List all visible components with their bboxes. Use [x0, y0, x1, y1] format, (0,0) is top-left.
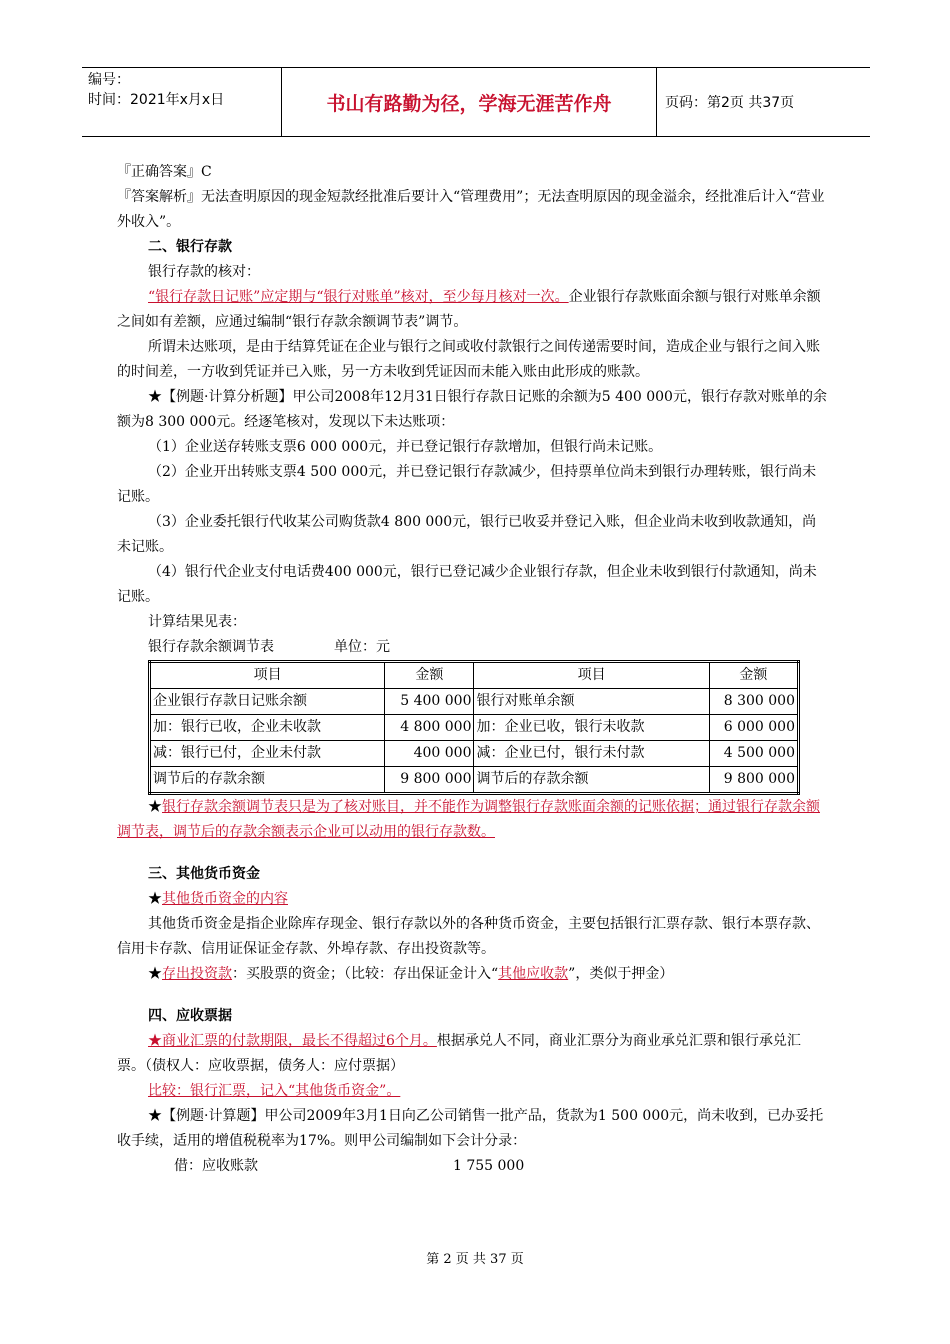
page-footer: 第 2 页 共 37 页 [426, 1252, 524, 1267]
example-1-item-2: （2）企业开出转账支票4 500 000元，并已登记银行存款减少，但持票单位尚未到银行办理转账，银行尚未记账。 [117, 464, 817, 505]
paragraph-text: 根据承兑人不同，商业汇票分为商业承兑汇票和银行承兑汇票。（债权人：应收票据，债务人：应付票据） [117, 1033, 801, 1074]
highlight-investment: 存出投资款 [162, 966, 232, 982]
table-cell: 调节后的存款余额 [150, 767, 385, 794]
correct-answer: 『正确答案』C [117, 164, 212, 180]
section-4-title: 四、应收票据 [148, 1008, 232, 1024]
table-cell: 6 000 000 [709, 715, 798, 741]
section-3-link: 其他货币资金的内容 [162, 891, 288, 907]
table-cell: 银行对账单余额 [474, 689, 709, 715]
table-header-cell: 项目 [150, 662, 385, 689]
section-2-title: 二、银行存款 [148, 239, 232, 255]
table-cell: 8 300 000 [709, 689, 798, 715]
example-1-item-4: （4）银行代企业支付电话费400 000元，银行已登记减少企业银行存款，但企业未收到银行付款通知，尚未记账。 [117, 564, 817, 605]
table-unit: 单位：元 [334, 639, 390, 655]
note-highlight: 银行存款余额调节表只是为了核对账目，并不能作为调整银行存款账面余额的记账依据；通过银行存款余额调节表，调节后的存款余额表示企业可以动用的银行存款数。 [117, 799, 820, 840]
table-cell: 减：银行已付，企业未付款 [150, 741, 385, 767]
header-time: 时间：2021年x月x日 [88, 92, 225, 108]
section-2-subtitle: 银行存款的核对： [148, 264, 260, 280]
table-header-cell: 金额 [709, 662, 798, 689]
answer-analysis: 『答案解析』无法查明原因的现金短款经批准后要计入“管理费用”；无法查明原因的现金溢余，经批准后计入“营业外收入”。 [117, 189, 825, 230]
table-cell: 9 800 000 [709, 767, 798, 794]
table-cell: 加：企业已收，银行未收款 [474, 715, 709, 741]
table-cell: 9 800 000 [385, 767, 474, 794]
document-body [117, 160, 827, 1179]
section-3-heading [117, 887, 827, 912]
spacer [117, 987, 827, 1004]
highlight-receivable: 其他应收款 [498, 966, 569, 982]
section-2-paragraph-1 [117, 285, 827, 335]
section-3-paragraph-1: 其他货币资金是指企业除库存现金、银行存款以外的各种货币资金，主要包括银行汇票存款、银行本票存款、信用卡存款、信用证保证金存款、外埠存款、存出投资款等。 [117, 916, 820, 957]
table-cell: 企业银行存款日记账余额 [150, 689, 385, 715]
example-1-intro: ★【例题·计算分析题】甲公司2008年12月31日银行存款日记账的余额为5 400 000元，银行存款对账单的余额为8 300 000元。经逐笔核对，发现以下未达账项： [117, 389, 827, 430]
highlight-term: ★商业汇票的付款期限，最长不得超过6个月。 [148, 1033, 437, 1049]
reconciliation-table [148, 660, 800, 795]
table-cell: 调节后的存款余额 [474, 767, 709, 794]
table-cell: 4 800 000 [385, 715, 474, 741]
table-header-cell: 金额 [385, 662, 474, 689]
header-meta [82, 68, 282, 136]
paragraph-text: ”，类似于押金） [568, 966, 674, 982]
table-header-row [150, 662, 799, 689]
section-4-compare [117, 1079, 827, 1104]
section-3-title: 三、其他货币资金 [148, 866, 260, 882]
table-row [150, 715, 799, 741]
table-cell: 5 400 000 [385, 689, 474, 715]
example-1-item-3: （3）企业委托银行代收某公司购货款4 800 000元，银行已收妥并登记入账，但企业尚未收到收款通知，尚未记账。 [117, 514, 817, 555]
table-row [150, 767, 799, 794]
example-2-intro: ★【例题·计算题】甲公司2009年3月1日向乙公司销售一批产品，货款为1 500 000元，尚未收到，已办妥托收手续，适用的增值税税率为17%。则甲公司编制如下会计分录： [117, 1108, 824, 1149]
paragraph-text: 企业银行存款账面余额与银行对账单余额之间如有差额，应通过编制“银行存款余额调节表”调节。 [117, 289, 821, 330]
entry-label: 借：应收账款 [174, 1158, 258, 1174]
table-cell: 4 500 000 [709, 741, 798, 767]
calc-result-label: 计算结果见表： [148, 614, 246, 630]
reconciliation-note [117, 795, 827, 845]
spacer [117, 845, 827, 862]
header-motto: 书山有路勤为径，学海无涯苦作舟 [282, 68, 657, 136]
section-4-paragraph-1 [117, 1029, 827, 1079]
section-3-paragraph-2 [117, 962, 827, 987]
highlight-compare: 比较：银行汇票，记入“其他货币资金”。 [148, 1083, 401, 1099]
table-title: 银行存款余额调节表 [148, 639, 274, 655]
section-2-paragraph-2: 所谓未达账项，是由于结算凭证在企业与银行之间或收付款银行之间传递需要时间，造成企业与银行之间入账的时间差，一方收到凭证并已入账，另一方未收到凭证因而未能入账由此形成的账款。 [117, 339, 820, 380]
table-cell: 400 000 [385, 741, 474, 767]
example-1-item-1: （1）企业送存转账支票6 000 000元，并已登记银行存款增加，但银行尚未记账。 [148, 439, 663, 455]
page-header [82, 67, 870, 137]
table-row [150, 741, 799, 767]
journal-entry [117, 1154, 827, 1179]
table-header-cell: 项目 [474, 662, 709, 689]
star-icon: ★ [148, 799, 162, 815]
entry-amount: 1 755 000 [453, 1158, 525, 1174]
highlighted-rule: “银行存款日记账”应定期与“银行对账单”核对，至少每月核对一次。 [148, 289, 569, 305]
table-caption [117, 635, 827, 660]
header-page-info: 页码：第2页 共37页 [665, 95, 795, 111]
star-icon: ★ [148, 891, 162, 907]
table-row [150, 689, 799, 715]
paragraph-text: ：买股票的资金；（比较：存出保证金计入“ [232, 966, 499, 982]
table-cell: 加：银行已收，企业未收款 [150, 715, 385, 741]
header-code: 编号： [88, 72, 130, 88]
star-icon: ★ [148, 966, 162, 982]
table-cell: 减：企业已付，银行未付款 [474, 741, 709, 767]
